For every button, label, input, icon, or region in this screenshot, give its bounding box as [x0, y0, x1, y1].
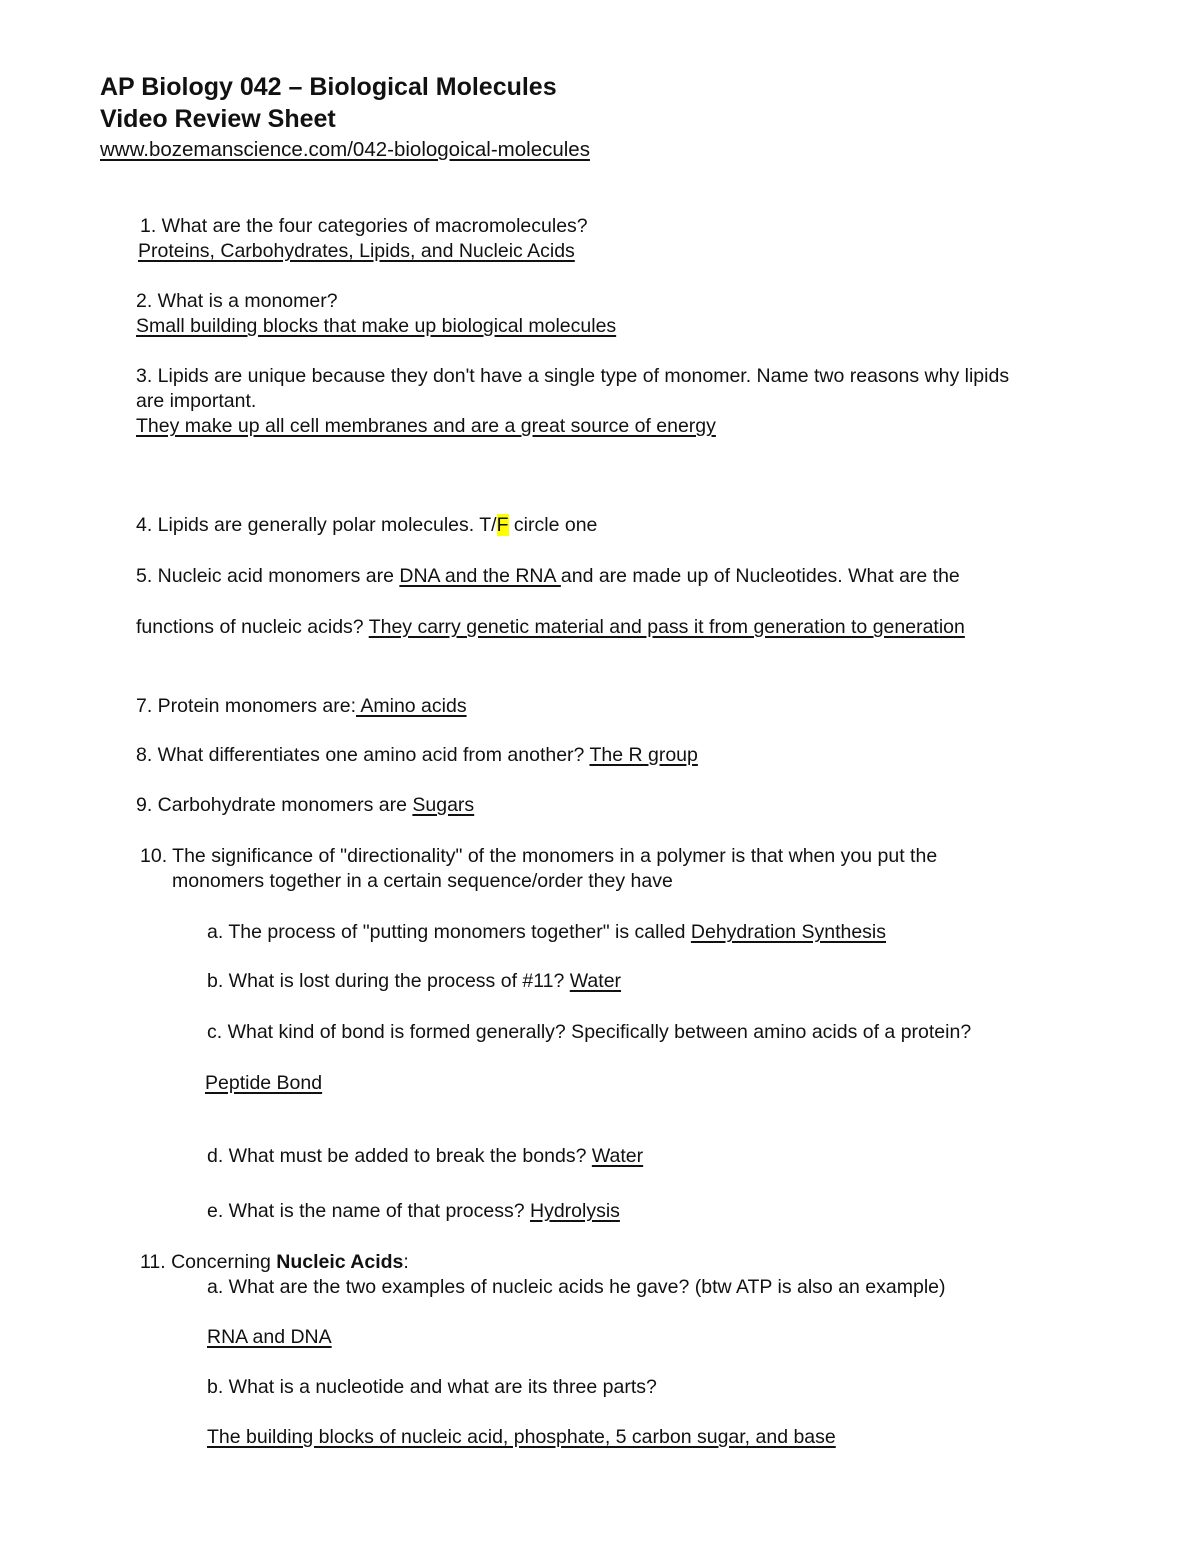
question-1: 1. What are the four categories of macromolecules? — [140, 215, 588, 237]
source-url: www.bozemanscience.com/042-biologoical-molecules — [100, 138, 590, 161]
question-11b: b. What is a nucleotide and what are its three parts? — [207, 1376, 657, 1398]
question-5-prompt: 5. Nucleic acid monomers are — [136, 565, 400, 587]
question-4 — [136, 513, 597, 537]
answer-11a: RNA and DNA — [207, 1326, 332, 1348]
answer-2: Small building blocks that make up biological molecules — [136, 315, 617, 337]
question-11-colon: : — [403, 1251, 409, 1273]
question-7 — [136, 694, 467, 718]
answer-10a: Dehydration Synthesis — [690, 921, 887, 943]
question-10-line-2: monomers together in a certain sequence/order they have — [172, 870, 673, 892]
question-10e-prompt: e. What is the name of that process? — [207, 1200, 530, 1222]
question-3-line-1: 3. Lipids are unique because they don't have a single type of monomer. Name two reasons why lipids — [136, 365, 1010, 387]
answer-9: Sugars — [412, 794, 475, 816]
question-2: 2. What is a monomer? — [136, 290, 338, 312]
answer-10c: Peptide Bond — [205, 1072, 323, 1094]
question-10e — [207, 1199, 620, 1223]
answer-10d: Water — [591, 1145, 644, 1167]
question-11 — [140, 1250, 409, 1274]
answer-3: They make up all cell membranes and are a great source of energy — [136, 415, 716, 437]
question-5-prompt-2: functions of nucleic acids? — [136, 616, 369, 638]
question-10-line-1: 10. The significance of "directionality" of the monomers in a polymer is that when you put the — [140, 845, 938, 867]
question-10d-prompt: d. What must be added to break the bonds? — [207, 1145, 592, 1167]
question-10d — [207, 1144, 643, 1168]
question-9-prompt: 9. Carbohydrate monomers are — [136, 794, 413, 816]
question-5-line-1 — [136, 564, 960, 588]
answer-1: Proteins, Carbohydrates, Lipids, and Nucleic Acids — [138, 240, 575, 262]
question-4-prompt: 4. Lipids are generally polar molecules. T/ — [136, 514, 497, 536]
answer-5a: DNA and the RNA — [399, 565, 561, 587]
question-7-prompt: 7. Protein monomers are: — [136, 695, 357, 717]
question-10a-prompt: a. The process of "putting monomers together" is called — [207, 921, 691, 943]
question-3-line-2: are important. — [136, 390, 257, 412]
answer-11b: The building blocks of nucleic acid, phosphate, 5 carbon sugar, and base — [207, 1426, 836, 1448]
question-5-prompt-mid: and are made up of Nucleotides. What are the — [560, 565, 960, 587]
answer-10b: Water — [569, 970, 622, 992]
question-8-prompt: 8. What differentiates one amino acid from another? — [136, 744, 590, 766]
answer-5b: They carry genetic material and pass it from generation to generation — [368, 616, 965, 638]
page-title: AP Biology 042 – Biological Molecules — [100, 73, 557, 101]
question-10b — [207, 969, 621, 993]
question-10c: c. What kind of bond is formed generally? Specifically between amino acids of a protein? — [207, 1021, 972, 1043]
answer-7: Amino acids — [356, 695, 467, 717]
question-9 — [136, 793, 474, 817]
question-11-prompt: 11. Concerning — [140, 1251, 277, 1273]
answer-4-highlight: F — [496, 514, 509, 536]
answer-10e: Hydrolysis — [530, 1200, 620, 1222]
page-subtitle: Video Review Sheet — [100, 105, 336, 133]
question-11-topic: Nucleic Acids — [276, 1251, 404, 1273]
question-10a — [207, 920, 886, 944]
question-4-suffix: circle one — [508, 514, 598, 536]
question-10b-prompt: b. What is lost during the process of #11? — [207, 970, 570, 992]
question-5-line-2 — [136, 615, 965, 639]
answer-8: The R group — [589, 744, 698, 766]
question-8 — [136, 743, 698, 767]
question-11a: a. What are the two examples of nucleic acids he gave? (btw ATP is also an example) — [207, 1276, 946, 1298]
